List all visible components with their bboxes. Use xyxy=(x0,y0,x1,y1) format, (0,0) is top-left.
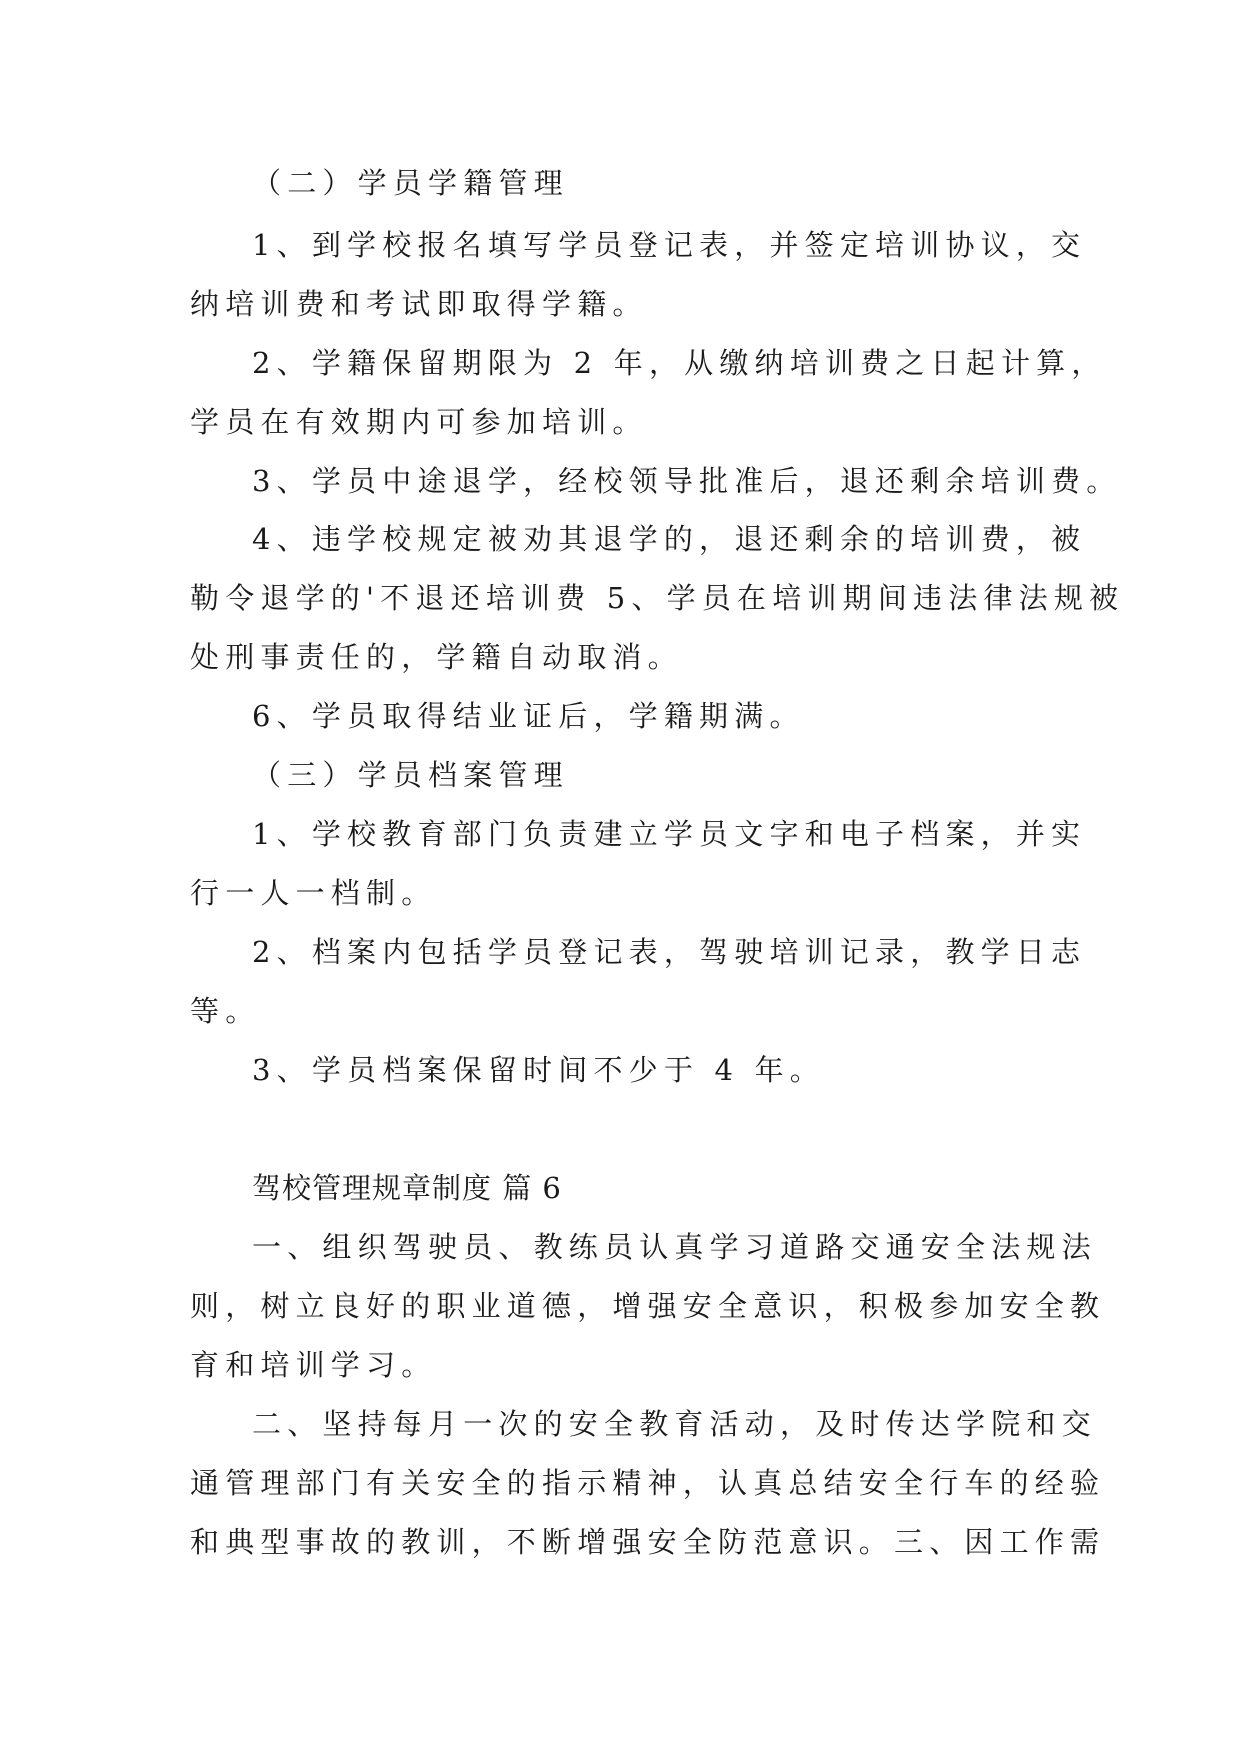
paragraph-line: 一、组织驾驶员、教练员认真学习道路交通安全法规法 xyxy=(252,1230,1097,1264)
paragraph-line: 4、违学校规定被劝其退学的，退还剩余的培训费，被 xyxy=(252,522,1087,556)
paragraph-line: 3、学员档案保留时间不少于 4 年。 xyxy=(252,1053,825,1087)
section-heading-student-records: （三）学员档案管理 xyxy=(252,758,569,792)
paragraph-line: 学员在有效期内可参加培训。 xyxy=(190,405,648,439)
paragraph-line: 则，树立良好的职业道德，增强安全意识，积极参加安全教 xyxy=(190,1289,1106,1323)
paragraph-line: 等。 xyxy=(190,994,261,1028)
paragraph-line: 2、学籍保留期限为 2 年，从缴纳培训费之日起计算， xyxy=(252,346,1107,380)
paragraph-line: 育和培训学习。 xyxy=(190,1348,437,1382)
paragraph-line: 2、档案内包括学员登记表，驾驶培训记录，教学日志 xyxy=(252,935,1087,969)
paragraph-line: 勒令退学的'不退还培训费 5、学员在培训期间违法律法规被 xyxy=(190,581,1125,615)
paragraph-line: 1、到学校报名填写学员登记表，并签定培训协议，交 xyxy=(252,228,1087,262)
paragraph-line: 处刑事责任的，学籍自动取消。 xyxy=(190,640,683,674)
paragraph-line: 纳培训费和考试即取得学籍。 xyxy=(190,287,648,321)
paragraph-line: 通管理部门有关安全的指示精神，认真总结安全行车的经验 xyxy=(190,1466,1106,1500)
paragraph-line: 二、坚持每月一次的安全教育活动，及时传达学院和交 xyxy=(252,1407,1097,1441)
paragraph-line: 1、学校教育部门负责建立学员文字和电子档案，并实 xyxy=(252,817,1087,851)
document-section-title: 驾校管理规章制度 篇 6 xyxy=(252,1171,562,1205)
section-heading-student-status: （二）学员学籍管理 xyxy=(252,166,569,200)
paragraph-line: 3、学员中途退学，经校领导批准后，退还剩余培训费。 xyxy=(252,464,1122,498)
paragraph-line: 行一人一档制。 xyxy=(190,876,437,910)
paragraph-line: 和典型事故的教训，不断增强安全防范意识。三、因工作需 xyxy=(190,1525,1106,1559)
paragraph-line: 6、学员取得结业证后，学籍期满。 xyxy=(252,699,805,733)
